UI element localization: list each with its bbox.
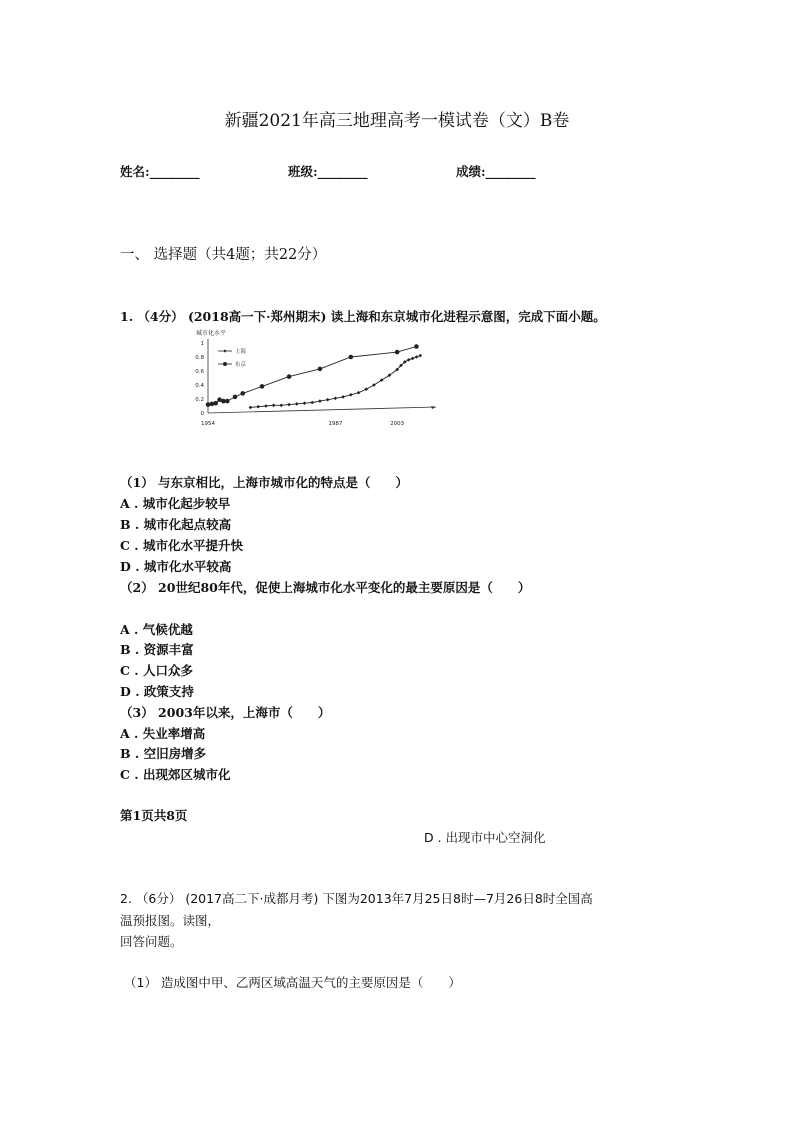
x-tick-labels <box>201 421 405 427</box>
series-line-tokyo <box>208 347 416 405</box>
q1-sub1-option-b[interactable]: B . 城市化起点较高 <box>120 517 232 532</box>
shanghai-point <box>407 358 411 362</box>
q1-sub2-option-d[interactable]: D . 政策支持 <box>120 684 194 699</box>
urbanization-chart <box>190 326 440 430</box>
tokyo-point <box>260 384 265 389</box>
tokyo-point <box>349 355 354 360</box>
q1-sub1-option-a[interactable]: A . 城市化起步较早 <box>120 496 231 511</box>
x-axis-arrow <box>431 406 436 409</box>
shanghai-point <box>303 401 307 405</box>
shanghai-point <box>334 397 338 401</box>
tokyo-point <box>287 374 292 379</box>
x-tick-label: 2003 <box>390 421 405 427</box>
class-field: 班级:________ <box>288 164 368 179</box>
shanghai-point <box>272 404 276 408</box>
question-2-stem-line-1: 2. （6分） (2017高二下·成都月考) 下图为2013年7月25日8时—7月26日8时全国高 <box>120 891 593 906</box>
shanghai-point <box>341 395 345 399</box>
q1-sub2-option-c[interactable]: C . 人口众多 <box>120 663 194 678</box>
tokyo-point <box>233 395 238 400</box>
tokyo-point <box>318 367 323 372</box>
shanghai-point <box>418 354 422 358</box>
shanghai-point <box>411 357 415 361</box>
q1-sub2-option-b[interactable]: B . 资源丰富 <box>120 642 194 657</box>
tokyo-point <box>210 402 215 407</box>
question-2-stem-line-2: 温预报图。读图， <box>120 913 221 928</box>
question-1-stem: 1. （4分） (2018高一下·郑州期末) 读上海和东京城市化进程示意图，完成下面小题。 <box>120 309 606 324</box>
x-tick-label: 1987 <box>328 421 343 427</box>
shanghai-point <box>287 403 291 407</box>
shanghai-point <box>249 406 253 410</box>
tokyo-point <box>395 350 400 355</box>
q1-sub3-option-c[interactable]: C . 出现郊区城市化 <box>120 767 231 782</box>
legend-label: 上海 <box>235 349 247 355</box>
score-field: 成绩:________ <box>456 164 536 179</box>
tokyo-point <box>414 344 419 349</box>
y-tick-label: 0.2 <box>195 397 204 403</box>
legend-marker-diamond <box>223 349 226 352</box>
y-tick-label: 0.4 <box>195 383 204 389</box>
x-axis-line <box>208 407 436 413</box>
question-2-stem-line-3: 回答问题。 <box>120 934 183 949</box>
legend-marker-circle <box>223 362 227 366</box>
section-heading: 一、 选择题（共4题；共22分） <box>120 247 327 263</box>
q1-sub3-option-a[interactable]: A . 失业率增高 <box>120 726 206 741</box>
q1-sub3-option-d[interactable]: D . 出现市中心空洞化 <box>424 830 546 845</box>
y-axis-label: 城市化水平 <box>196 330 227 337</box>
legend-label: 东京 <box>235 362 247 368</box>
y-tick-label: 1 <box>200 341 204 347</box>
question-2-sub-1: （1） 造成图中甲、乙两区域高温天气的主要原因是（ ） <box>124 975 461 990</box>
y-tick-label: 0.8 <box>195 355 204 361</box>
tokyo-point <box>206 402 211 407</box>
q1-sub1-option-c[interactable]: C . 城市化水平提升快 <box>120 538 244 553</box>
document-title: 新疆2021年高三地理高考一模试卷（文）B卷 <box>224 111 570 131</box>
shanghai-point <box>264 404 268 408</box>
shanghai-point <box>415 355 419 359</box>
name-field: 姓名:________ <box>120 164 200 179</box>
q1-sub2-option-a[interactable]: A . 气候优越 <box>120 622 193 637</box>
chart-legend <box>218 347 247 368</box>
shanghai-point <box>349 393 353 397</box>
shanghai-point <box>364 387 368 391</box>
page-footer: 第1页共8页 <box>120 808 188 823</box>
shanghai-point <box>318 399 322 403</box>
q1-sub1-option-d[interactable]: D . 城市化水平较高 <box>120 559 232 574</box>
question-1-sub-2: （2） 20世纪80年代，促使上海城市化水平变化的最主要原因是（ ） <box>120 580 531 595</box>
q1-sub3-option-b[interactable]: B . 空旧房增多 <box>120 746 207 761</box>
shanghai-point <box>310 401 314 405</box>
shanghai-point <box>256 405 260 409</box>
y-tick-label: 0 <box>200 411 204 417</box>
shanghai-point <box>295 402 299 406</box>
shanghai-point <box>280 404 284 408</box>
x-tick-label: 1954 <box>201 421 215 427</box>
question-1-sub-1: （1） 与东京相比，上海市城市化的特点是（ ） <box>120 475 409 490</box>
shanghai-point <box>326 398 330 402</box>
y-tick-labels <box>195 341 204 417</box>
tokyo-point <box>225 399 230 404</box>
tokyo-point <box>213 401 218 406</box>
tokyo-point <box>240 391 245 396</box>
shanghai-point <box>357 391 361 395</box>
y-tick-label: 0.6 <box>195 369 204 375</box>
question-1-sub-3: （3） 2003年以来，上海市（ ） <box>120 705 331 720</box>
